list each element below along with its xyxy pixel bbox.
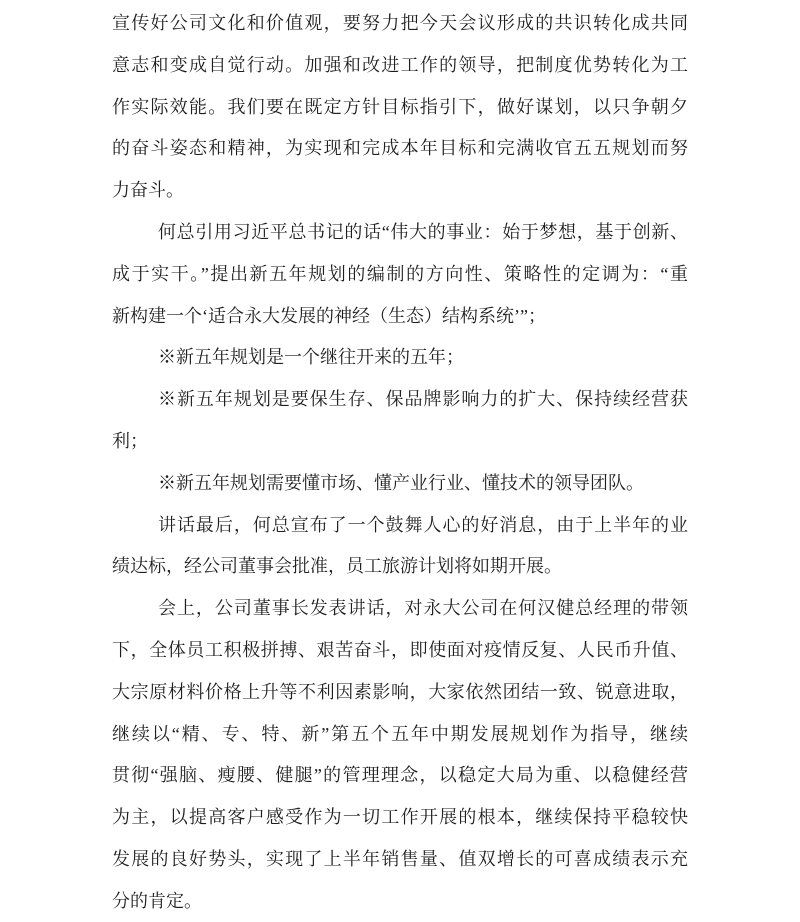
text-line-15: 会上，公司董事长发表讲话，对永大公司在何汉健总经理的带领 (158, 598, 688, 619)
text-line-16: 下，全体员工积极拼搏、艰苦奋斗，即使面对疫情反复、人民币升值、 (112, 639, 688, 660)
text-line-20: 为主，以提高客户感受作为一切工作开展的根本，继续保持平稳较快 (112, 807, 688, 828)
text-line-3: 作实际效能。我们要在既定方针目标指引下，做好谋划，以只争朝夕 (112, 96, 688, 117)
text-line-5: 力奋斗。 (112, 180, 184, 201)
text-line-2: 意志和变成自觉行动。加强和改进工作的领导，把制度优势转化为工 (112, 54, 688, 75)
text-line-21: 发展的良好势头，实现了上半年销售量、值双增长的可喜成绩表示充 (112, 848, 688, 869)
text-line-7: 成于实干。”提出新五年规划的编制的方向性、策略性的定调为：“重 (112, 263, 688, 284)
text-line-12: ※新五年规划需要懂市场、懂产业行业、懂技术的领导团队。 (158, 472, 644, 493)
text-line-9: ※新五年规划是一个继往开来的五年； (158, 347, 464, 368)
text-block (112, 3, 688, 922)
text-line-19: 贯彻“强脑、瘦腰、健腿”的管理理念，以稳定大局为重、以稳健经营 (112, 765, 688, 786)
text-line-13: 讲话最后，何总宣布了一个鼓舞人心的好消息，由于上半年的业 (158, 514, 688, 535)
text-line-10: ※新五年规划是要保生存、保品牌影响力的扩大、保持续经营获 (158, 389, 688, 410)
text-line-8: 新构建一个‘适合永大发展的神经（生态）结构系统’”； (112, 305, 546, 326)
text-line-6: 何总引用习近平总书记的话“伟大的事业：始于梦想，基于创新、 (158, 221, 688, 242)
text-line-14: 绩达标，经公司董事会批准，员工旅游计划将如期开展。 (112, 556, 562, 577)
text-line-18: 继续以“精、专、特、新”第五个五年中期发展规划作为指导，继续 (112, 723, 688, 744)
text-line-1: 宣传好公司文化和价值观，要努力把今天会议形成的共识转化成共同 (112, 13, 688, 33)
text-line-22: 分的肯定。 (112, 890, 202, 911)
text-line-11: 利； (112, 430, 148, 451)
text-line-4: 的奋斗姿态和精神，为实现和完成本年目标和完满收官五五规划而努 (112, 138, 688, 159)
text-line-17: 大宗原材料价格上升等不利因素影响，大家依然团结一致、锐意进取， (112, 681, 688, 702)
